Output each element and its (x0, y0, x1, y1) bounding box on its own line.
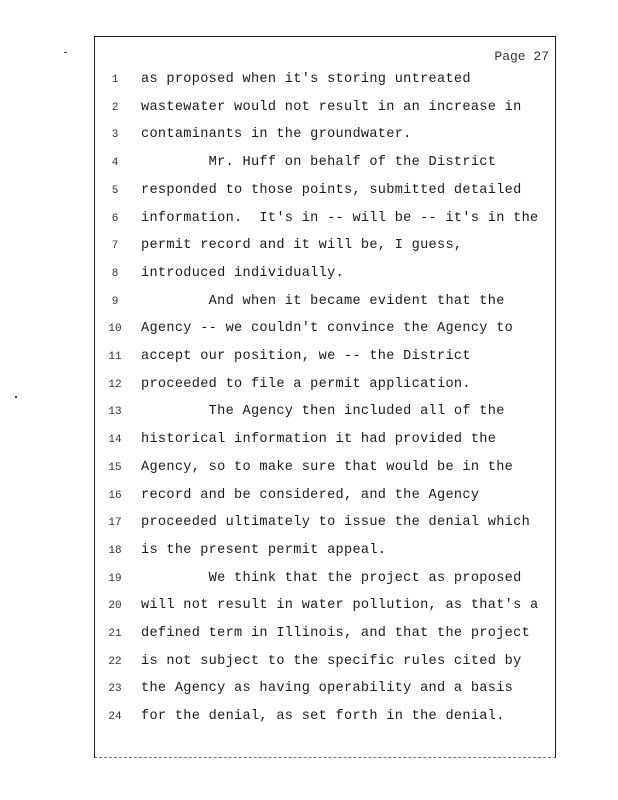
transcript-line (95, 649, 555, 675)
line-number: 8 (111, 267, 119, 280)
line-number: 16 (108, 489, 122, 502)
line-number: 21 (108, 628, 122, 640)
line-text: permit record and it will be, I guess, (141, 238, 463, 254)
line-text: Agency -- we couldn't convince the Agency to (141, 321, 514, 337)
line-text: defined term in Illinois, and that the project (141, 626, 531, 641)
transcript-line (95, 316, 555, 342)
line-number: 20 (108, 600, 122, 613)
transcript-line (95, 344, 555, 370)
line-text: information. It's in -- will be -- it's in the (141, 210, 539, 226)
line-text: And when it became evident that the (141, 293, 505, 309)
line-number: 10 (108, 323, 122, 336)
transcript-line (95, 566, 555, 592)
transcript-line (95, 483, 555, 509)
line-text: We think that the project as proposed (141, 570, 522, 586)
line-number: 23 (108, 683, 122, 696)
transcript-line (95, 233, 555, 259)
line-number: 7 (111, 240, 119, 253)
transcript-page (94, 36, 556, 758)
line-text: is not subject to the specific rules cited by (141, 653, 522, 669)
line-number: 18 (108, 544, 122, 557)
transcript-line (95, 178, 555, 204)
line-text: accept our position, we -- the District (141, 349, 471, 364)
transcript-line (95, 704, 555, 730)
line-text: introduced individually. (141, 265, 344, 281)
transcript-line (95, 538, 555, 564)
line-number: 24 (108, 711, 122, 724)
scan-speck (15, 396, 17, 398)
transcript-line (95, 427, 555, 453)
line-text: contaminants in the groundwater. (141, 127, 412, 143)
page-number: Page 27 (494, 49, 549, 64)
transcript-line (95, 95, 555, 121)
scan-speck (64, 52, 67, 53)
line-text: will not result in water pollution, as that's a (141, 598, 539, 614)
line-number: 2 (111, 101, 119, 114)
line-text: proceeded to file a permit application. (141, 376, 471, 392)
transcript-line (95, 510, 555, 536)
transcript-line (95, 67, 555, 93)
transcript-line (95, 289, 555, 315)
transcript-line (95, 150, 555, 176)
transcript-line (95, 676, 555, 702)
line-number: 4 (111, 157, 119, 170)
line-number: 12 (108, 378, 122, 391)
line-number: 14 (108, 434, 122, 447)
transcript-line (95, 261, 555, 287)
line-text: responded to those points, submitted detailed (141, 182, 522, 198)
line-text: Agency, so to make sure that would be in the (141, 459, 514, 475)
transcript-line (95, 621, 555, 647)
transcript-line (95, 206, 555, 232)
line-text: wastewater would not result in an increase in (141, 99, 522, 115)
line-number: 11 (108, 351, 122, 363)
line-number: 17 (108, 517, 122, 530)
line-text: the Agency as having operability and a basis (141, 681, 514, 697)
line-text: Mr. Huff on behalf of the District (141, 155, 497, 171)
transcript-line (95, 372, 555, 398)
line-number: 22 (108, 655, 122, 668)
line-text: record and be considered, and the Agency (141, 487, 480, 503)
transcript-line (95, 455, 555, 481)
line-text: proceeded ultimately to issue the denial which (141, 515, 531, 531)
line-number: 13 (108, 406, 122, 419)
line-number: 3 (111, 129, 119, 142)
transcript-line (95, 122, 555, 148)
line-number: 9 (111, 295, 119, 308)
line-text: as proposed when it's storing untreated (141, 72, 471, 87)
line-number: 15 (108, 461, 122, 474)
transcript-line (95, 593, 555, 619)
line-number: 5 (111, 184, 119, 197)
line-number: 19 (108, 572, 122, 585)
line-text: is the present permit appeal. (141, 542, 387, 558)
transcript-line (95, 399, 555, 425)
line-text: for the denial, as set forth in the denial. (141, 709, 505, 725)
line-number: 6 (111, 212, 119, 225)
line-text: historical information it had provided the (141, 432, 497, 448)
line-text: The Agency then included all of the (141, 404, 505, 420)
line-number: 1 (111, 74, 119, 86)
